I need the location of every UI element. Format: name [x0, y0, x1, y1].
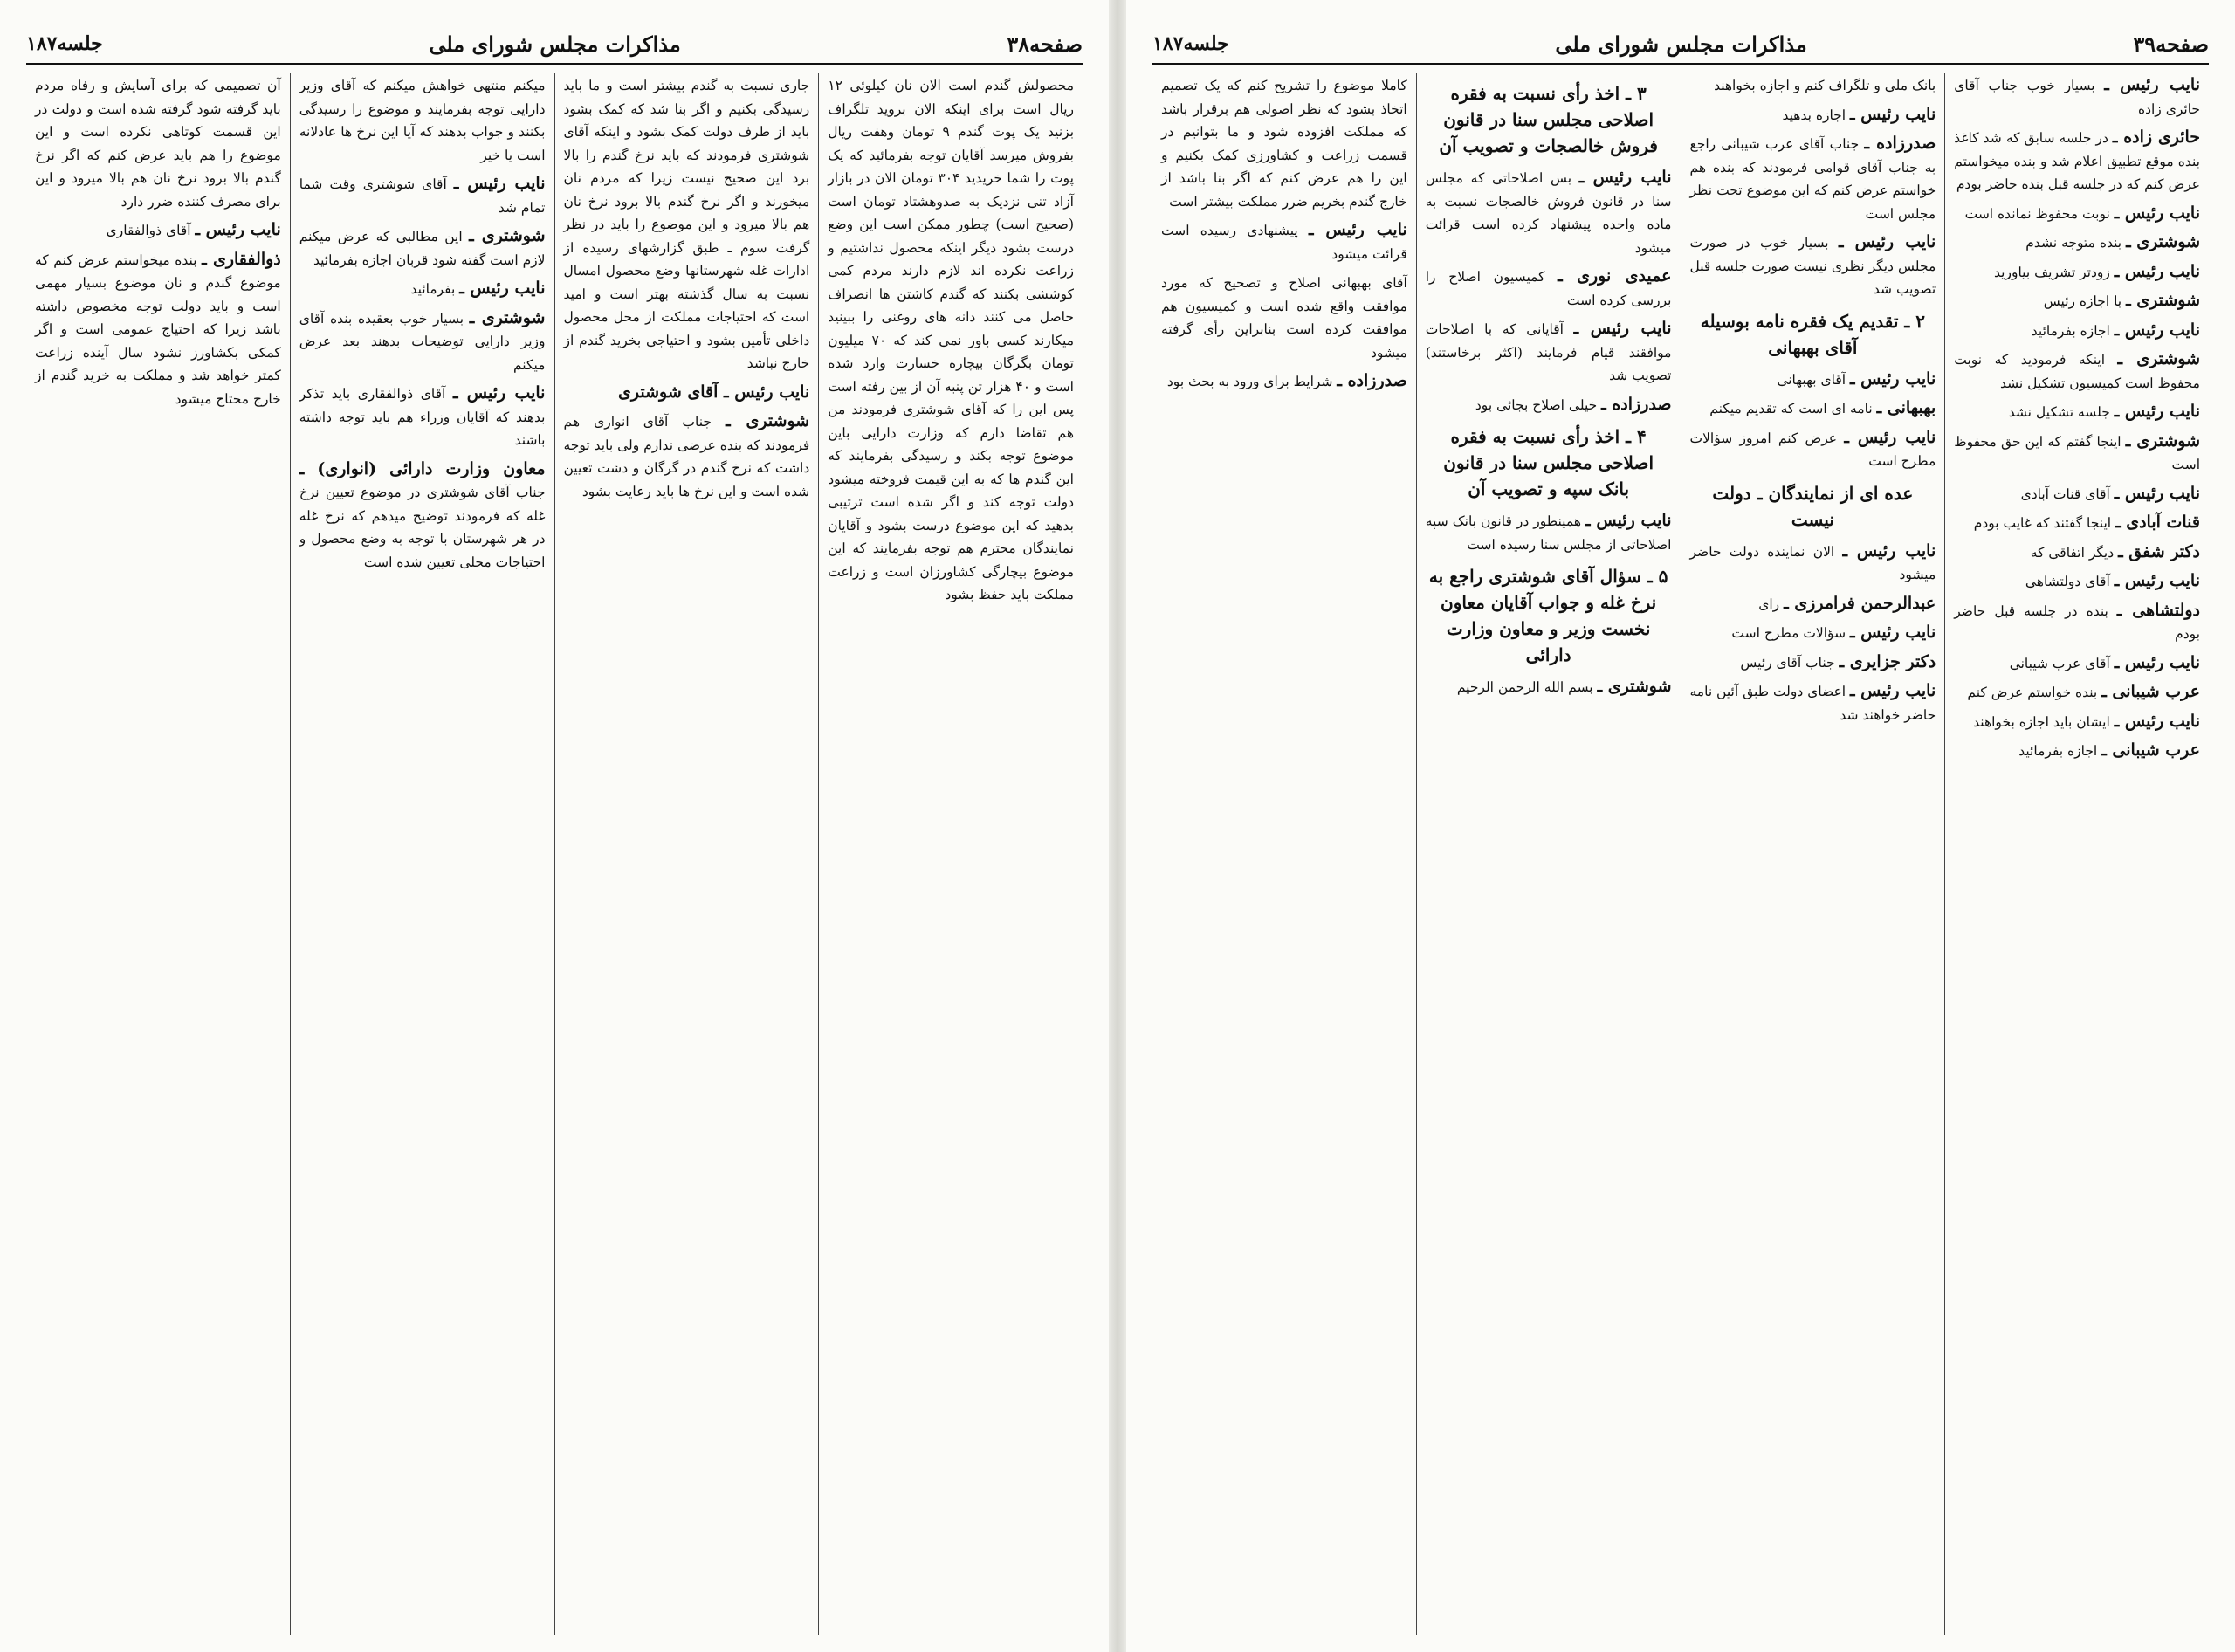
paragraph-text: اجازه بفرمائید	[2031, 322, 2110, 339]
text-block	[299, 458, 546, 575]
speaker-name: نایب رئیس ـ	[1850, 681, 1936, 700]
paragraph-text: جناب آقای انواری هم فرمودند که بنده عرضی ندارم ولی باید توجه داشت که نرخ گندم در گرگان و دشت تعیین شده است و این نرخ ها باید رعایت بشود	[563, 414, 810, 499]
paragraph-text: آقای بهبهانی	[1777, 371, 1846, 388]
paragraph-text: همینطور در قانون بانک سپه اصلاحاتی از مجلس سنا رسیده است	[1425, 513, 1672, 553]
speaker-name: نایب رئیس ـ	[2114, 203, 2200, 223]
speaker-name: عرب شیبانی ـ	[2101, 740, 2200, 760]
paragraph-text: رای	[1758, 595, 1780, 612]
left-column-3	[290, 73, 554, 1635]
paragraph-text: سؤالات مطرح است	[1731, 625, 1846, 641]
text-block	[299, 224, 546, 272]
paragraph-text: محصولش گندم است الان نان کیلوئی ۱۲ ریال است برای اینکه الان بروید تلگراف بزنید یک پوت گندم ۹ تومان وهفت ریال بفروش میرسد آقایان توجه بفرمائید که یک پوت را شما خریدید ۳۰۴ تومان الان در بازار آزاد تنی نزدیک به صدوهشتاد تومان است (صحیح است) چطور ممکن است این وضع درست بشود دیگر اینکه محصول نداشتیم و زراعت نکرده اند لازم دارند مردم کمی کوششی بکنند که گندم کاشتن ها انصراف حاصل می کنند دانه های روغنی را ببینید میکارند کسی باور نمی کند که ۷۰ میلیون تومان بگرگان بیچاره خسارت وارد شده است و ۴۰ هزار تن پنبه آن از بین رفته است پس این را که آقای شوشتری فرمودند من هم تقاضا دارم که وزارت دارایی باین موضوع توجه بکند و رسیدگی بفرمایند که این گندم ها که به این قیمت فروخته میشود دولت توجه کند و اگر شده است ترتیبی بدهید که این موضوع درست بشود و آقایان نمایندگان محترم هم توجه بفرمایند که این موضوع بیچارگی کشاورزان است و زراعت مملکت باید حفظ بشود	[828, 78, 1075, 602]
paragraph-text: اعضای دولت طبق آئین نامه حاضر خواهند شد	[1689, 684, 1936, 723]
speaker-name: نایب رئیس ـ آقای شوشتری	[618, 382, 810, 402]
text-block	[1954, 599, 2200, 646]
speaker-name: شوشتری ـ	[726, 411, 810, 430]
paragraph-text: دیگر اتفاقی که	[2030, 544, 2115, 561]
text-block	[299, 382, 546, 452]
text-block	[1690, 621, 1936, 645]
right-column-4	[1152, 73, 1416, 1635]
left-page-header	[26, 24, 1083, 65]
right-column-2	[1681, 73, 1945, 1635]
text-block	[299, 306, 546, 377]
left-column-1	[818, 73, 1083, 1635]
paragraph-text: بانک ملی و تلگراف کنم و اجازه بخواهند	[1714, 78, 1936, 93]
speaker-name: صدرزاده ـ	[1864, 134, 1936, 153]
speaker-name: نایب رئیس ـ	[2104, 75, 2200, 94]
paragraph-text: جاری نسبت به گندم بیشتر است و ما باید رسیدگی بکنیم و اگر بنا شد که کمک بشود باید از طرف دولت کمک بشود و اینکه آقای شوشتری فرمودند که باید نرخ گندم را بالا برد این صحیح نیست زیرا که مردم نان میخورند و اگر نرخ گندم بالا برود نرخ نان هم بالا میرود و این موضوع را باید در نظر گرفت سوم ـ طبق گزارشهای رسیده از ادارات غله شهرستانها وضع محصول امسال نسبت به سال گذشته بهتر است و امید است که احتیاجات مملکت از محل محصول داخلی تأمین بشود و احتیاجی بخرید گندم از خارج نباشد	[563, 78, 810, 371]
speaker-name: شوشتری ـ	[469, 226, 546, 245]
speaker-name: شوشتری ـ	[469, 307, 546, 327]
text-block	[1954, 739, 2200, 763]
paragraph-text: بنده متوجه نشدم	[2025, 235, 2122, 251]
text-block	[299, 277, 546, 301]
speaker-name: نایب رئیس ـ	[2114, 711, 2200, 731]
speaker-name: نایب رئیس ـ	[1850, 623, 1936, 642]
text-block	[564, 381, 810, 405]
paragraph-text: نامه ای است که تقدیم میکنم	[1709, 401, 1873, 416]
text-block	[1954, 710, 2200, 734]
right-page-title: مذاکرات مجلس شورای ملی	[1555, 31, 1807, 57]
paragraph-text: الان نماینده دولت حاضر میشود	[1689, 543, 1936, 582]
speaker-name: نایب رئیس ـ	[1585, 511, 1672, 530]
speaker-name: نایب رئیس ـ	[2114, 402, 2200, 421]
paragraph-text: آقای ذوالفقاری	[106, 223, 191, 238]
speaker-name: دولتشاهی ـ	[2116, 600, 2200, 620]
text-block	[1161, 218, 1407, 265]
speaker-name: شوشتری ـ	[2126, 232, 2200, 251]
paragraph-text: جلسه تشکیل نشد	[2008, 404, 2110, 420]
speaker-name: نایب رئیس ـ	[1844, 427, 1936, 447]
speaker-name: نایب رئیس ـ	[2114, 571, 2200, 590]
paragraph-text: بنده خواستم عرض کنم	[1967, 685, 2098, 700]
speaker-name: نایب رئیس ـ	[2114, 261, 2200, 281]
paragraph-text: جناب آقای عرب شیبانی راجع به جناب آقای قوامی فرمودند که بنده هم خواستم عرض کنم که این موضوع تحت نظر مجلس است	[1689, 136, 1936, 222]
text-block	[1954, 231, 2200, 255]
speaker-name: شوشتری ـ	[2126, 291, 2200, 310]
text-block	[1954, 126, 2200, 196]
paragraph-text: جناب آقای شوشتری در موضوع تعیین نرخ غله که فرمودند توضیح میدهم که نرخ غله در هر شهرستان با توجه به وضع محصول و احتیاجات محلی تعیین شده است	[299, 485, 546, 570]
speaker-name: نایب رئیس ـ	[459, 279, 546, 298]
text-block	[1690, 103, 1936, 127]
speaker-name: دکتر جزایری ـ	[1839, 651, 1936, 671]
text-block	[1161, 271, 1407, 364]
left-page-columns	[26, 73, 1083, 1635]
text-block	[1954, 319, 2200, 343]
text-block	[1954, 680, 2200, 705]
speaker-name: صدرزاده ـ	[1337, 371, 1407, 390]
speaker-name: نایب رئیس ـ	[1850, 104, 1936, 124]
left-page-title: مذاکرات مجلس شورای ملی	[429, 31, 681, 57]
paragraph-text: آن تصمیمی که برای آسایش و رفاه مردم باید گرفته شود گرفته شده است و دولت در این قسمت کوتاهی نکرده است و این موضوع را هم باید عرض کنم که اگر نرخ گندم بالا برود نرخ نان هم بالا میرود و این برای مصرف کننده ضرر دارد	[35, 78, 281, 210]
text-block	[1954, 511, 2200, 535]
text-block	[1426, 393, 1672, 417]
left-column-4	[26, 73, 290, 1635]
paragraph-text: عرض کنم امروز سؤالات مطرح است	[1689, 430, 1936, 469]
section-heading: ۵ ـ سؤال آقای شوشتری راجع به نرخ غله و جواب آقایان معاون نخست وزیر و معاون وزارت دارائی	[1428, 566, 1668, 665]
text-block	[1690, 679, 1936, 726]
paragraph-text: بسیار خوب جناب آقای حائری زاده	[1954, 78, 2200, 117]
section-heading: ۴ ـ اخذ رأی نسبت به فقره اصلاحی مجلس سنا در قانون بانک سپه و تصویب آن	[1443, 426, 1654, 499]
speaker-name: شوشتری ـ	[1597, 677, 1672, 696]
text-block	[1161, 369, 1407, 394]
right-column-1	[1944, 73, 2209, 1635]
paragraph-text: بس اصلاحاتی که مجلس سنا در قانون فروش خالصجات نسبت به ماده واحده پیشنهاد کرده است قرائت میشود	[1425, 170, 1672, 256]
speaker-name: نایب رئیس ـ	[1842, 540, 1936, 561]
text-block	[1426, 265, 1672, 312]
speaker-name: نایب رئیس ـ	[452, 383, 546, 403]
paragraph-text: خیلی اصلاح بجائی بود	[1475, 396, 1598, 413]
text-block	[299, 172, 546, 219]
paragraph-text: کمیسیون اصلاح را بررسی کرده است	[1425, 269, 1672, 308]
left-page-number: صفحه۳۸	[1007, 31, 1083, 57]
paragraph-text: ایشان باید اجازه بخواهند	[1973, 713, 2110, 730]
speaker-name: حائری زاده ـ	[2112, 127, 2201, 147]
speaker-name: نایب رئیس ـ	[1850, 368, 1936, 389]
right-page-number: صفحه۳۹	[2133, 31, 2209, 57]
text-block	[1954, 569, 2200, 594]
text-block	[299, 73, 546, 167]
speaker-name: شوشتری ـ	[2117, 349, 2200, 368]
text-block	[1690, 426, 1936, 473]
speaker-name: نایب رئیس ـ	[1573, 319, 1672, 338]
paragraph-text: آقای بهبهانی اصلاح و تصحیح که مورد موافقت واقع شده است و کمیسیون هم موافقت کرده است بنابراین رأی گرفته میشود	[1161, 275, 1407, 361]
section-heading: ۲ ـ تقدیم یک فقره نامه بوسیله آقای بهبهانی	[1700, 310, 1925, 358]
paragraph-text: پیشنهادی رسیده است قرائت میشود	[1161, 223, 1407, 262]
text-block	[1426, 509, 1672, 556]
paragraph-text: کاملا موضوع را تشریح کنم که یک تصمیم اتخاذ بشود که نظر اصولی هم برقرار باشد که مملکت افزوده شود و ما بتوانیم در قسمت زراعت و کشاورزی کمک بکنیم و این را هم عرض کنم که اگر بنا باشد از خارج گندم بخریم ضرر مملکت بیشتر است	[1161, 78, 1407, 210]
paragraph-text: اینجا گفتم که این حق محفوظ است	[1954, 433, 2200, 472]
paragraph-text: آقای ذوالفقاری باید تذکر بدهند که آقایان وزراء هم باید توجه داشته باشند	[299, 386, 546, 448]
text-block	[1954, 348, 2200, 395]
text-block	[1426, 317, 1672, 388]
paragraph-text: بنده میخواستم عرض کنم که موضوع گندم و نان موضوع بسیار مهمی است و باید دولت توجه مخصوص داشته باشد زیرا که احتیاج عمومی است و اگر کمکی بکشاورز نشود سال آینده زراعت کمتر خواهد شد و مملکت به خرید گندم از خارج محتاج میشود	[35, 251, 281, 407]
paragraph-text: این مطالبی که عرض میکنم لازم است گفته شود قربان اجازه بفرمائید	[299, 229, 546, 268]
paragraph-text: آقای عرب شیبانی	[2009, 655, 2110, 671]
text-block	[1690, 396, 1936, 421]
paragraph-text: اجازه بدهید	[1782, 107, 1846, 123]
speaker-name: ذوالفقاری ـ	[202, 249, 281, 269]
text-block	[35, 73, 281, 213]
paragraph-text: بفرمائید	[410, 281, 456, 297]
paragraph-text: آقای دولتشاهی	[2025, 574, 2110, 589]
speaker-name: نایب رئیس ـ	[2114, 320, 2200, 340]
text-block	[1161, 73, 1407, 213]
text-block	[1690, 231, 1936, 301]
text-block	[35, 218, 281, 243]
text-block	[1954, 540, 2200, 565]
text-block	[1690, 650, 1936, 675]
paragraph-text: زودتر تشریف بیاورید	[1994, 264, 2110, 280]
speaker-name: نایب رئیس ـ	[195, 220, 281, 239]
speaker-name: نایب رئیس ـ	[1308, 220, 1407, 239]
left-page-session: جلسه۱۸۷	[26, 32, 103, 55]
text-block	[1954, 651, 2200, 676]
speaker-name: قنات آبادی ـ	[2115, 513, 2200, 532]
paragraph-text: نوبت محفوظ نمانده است	[1964, 205, 2110, 222]
speaker-name: صدرزاده ـ	[1601, 394, 1672, 414]
speaker-name: نایب رئیس ـ	[2114, 652, 2200, 672]
right-page-session: جلسه۱۸۷	[1152, 32, 1229, 55]
paragraph-text: در جلسه سابق که شد کاغذ بنده موقع تطبیق اعلام شد و بنده میخواستم عرض کنم که در جلسه قبل بنده حاضر بودم	[1954, 130, 2200, 192]
text-block	[1954, 482, 2200, 506]
paragraph-text: اجازه بفرمائید	[2018, 743, 2098, 759]
speaker-name: نایب رئیس ـ	[453, 174, 546, 193]
text-block	[1690, 540, 1936, 587]
speaker-name: نایب رئیس ـ	[1578, 168, 1672, 187]
text-block	[1954, 260, 2200, 285]
section-heading: ۳ ـ اخذ رأی نسبت به فقره اصلاحی مجلس سنا در قانون فروش خالصجات و تصویب آن	[1439, 83, 1658, 156]
text-block	[1690, 592, 1936, 616]
paragraph-text: بنده در جلسه قبل حاضر بودم	[1954, 602, 2200, 642]
paragraph-text: با اجازه رئیس	[2043, 293, 2122, 309]
paragraph-text: شرایط برای ورود به بحث بود	[1166, 374, 1333, 389]
text-block	[1426, 166, 1672, 259]
paragraph-text: آقای شوشتری وقت شما تمام شد	[299, 176, 546, 216]
paragraph-text: آقایانی که با اصلاحات موافقند قیام فرمایند (اکثر برخاستند) تصویب شد	[1425, 321, 1672, 383]
text-block	[1690, 73, 1936, 98]
paragraph-text: بسیار خوب بعقیده بنده آقای وزیر دارایی توضیحات بدهند بعد عرض میکنم	[299, 310, 546, 373]
text-block	[1954, 400, 2200, 424]
paragraph-text: میکنم منتهی خواهش میکنم که آقای وزیر دارایی توجه بفرمایند و موضوع را رسیدگی بکنند و جواب بدهند که آیا این نرخ ها عادلانه است یا خیر	[299, 78, 546, 163]
text-block	[1954, 73, 2200, 120]
text-block	[1954, 289, 2200, 313]
text-block	[564, 73, 810, 375]
speaker-name: بهبهانی ـ	[1876, 398, 1936, 417]
speaker-name: شوشتری ـ	[2125, 430, 2200, 451]
left-page	[0, 0, 1109, 1652]
paragraph-text: اینجا گفتند که غایب بودم	[1973, 515, 2112, 531]
text-block	[1954, 430, 2200, 477]
speaker-name: نایب رئیس ـ	[2114, 483, 2200, 503]
paragraph-text: آقای قنات آبادی	[2020, 485, 2110, 502]
page-gutter	[1109, 0, 1126, 1652]
text-block	[35, 248, 281, 411]
paragraph-text: بسم الله الرحمن الرحیم	[1456, 679, 1593, 695]
paragraph-text: جناب آقای رئیس	[1740, 654, 1835, 671]
speaker-name: عبدالرحمن فرامرزی ـ	[1784, 593, 1936, 613]
paragraph-text: بسیار خوب در صورت مجلس دیگر نظری نیست صورت جلسه قبل تصویب شد	[1689, 235, 1936, 297]
left-column-2	[554, 73, 819, 1635]
speaker-name: دکتر شفق ـ	[2118, 541, 2200, 561]
text-block	[1954, 202, 2200, 226]
text-block	[1690, 132, 1936, 225]
speaker-name: عمیدی نوری ـ	[1558, 266, 1672, 286]
section-heading: عده ای از نمایندگان ـ دولت نیست	[1712, 482, 1914, 530]
right-column-3	[1416, 73, 1681, 1635]
right-page	[1126, 0, 2235, 1652]
right-page-columns	[1152, 73, 2209, 1635]
text-block	[828, 73, 1074, 607]
speaker-name: نایب رئیس ـ	[1839, 232, 1936, 251]
text-block	[564, 410, 810, 503]
paragraph-text: اینکه فرمودید که نوبت محفوظ است کمیسیون تشکیل نشد	[1954, 352, 2200, 391]
speaker-name: عرب شیبانی ـ	[2101, 682, 2200, 701]
speaker-name: معاون وزارت دارائی (انواری) ـ	[299, 458, 546, 478]
text-block	[1690, 368, 1936, 392]
right-page-header	[1152, 24, 2209, 65]
text-block	[1426, 675, 1672, 699]
